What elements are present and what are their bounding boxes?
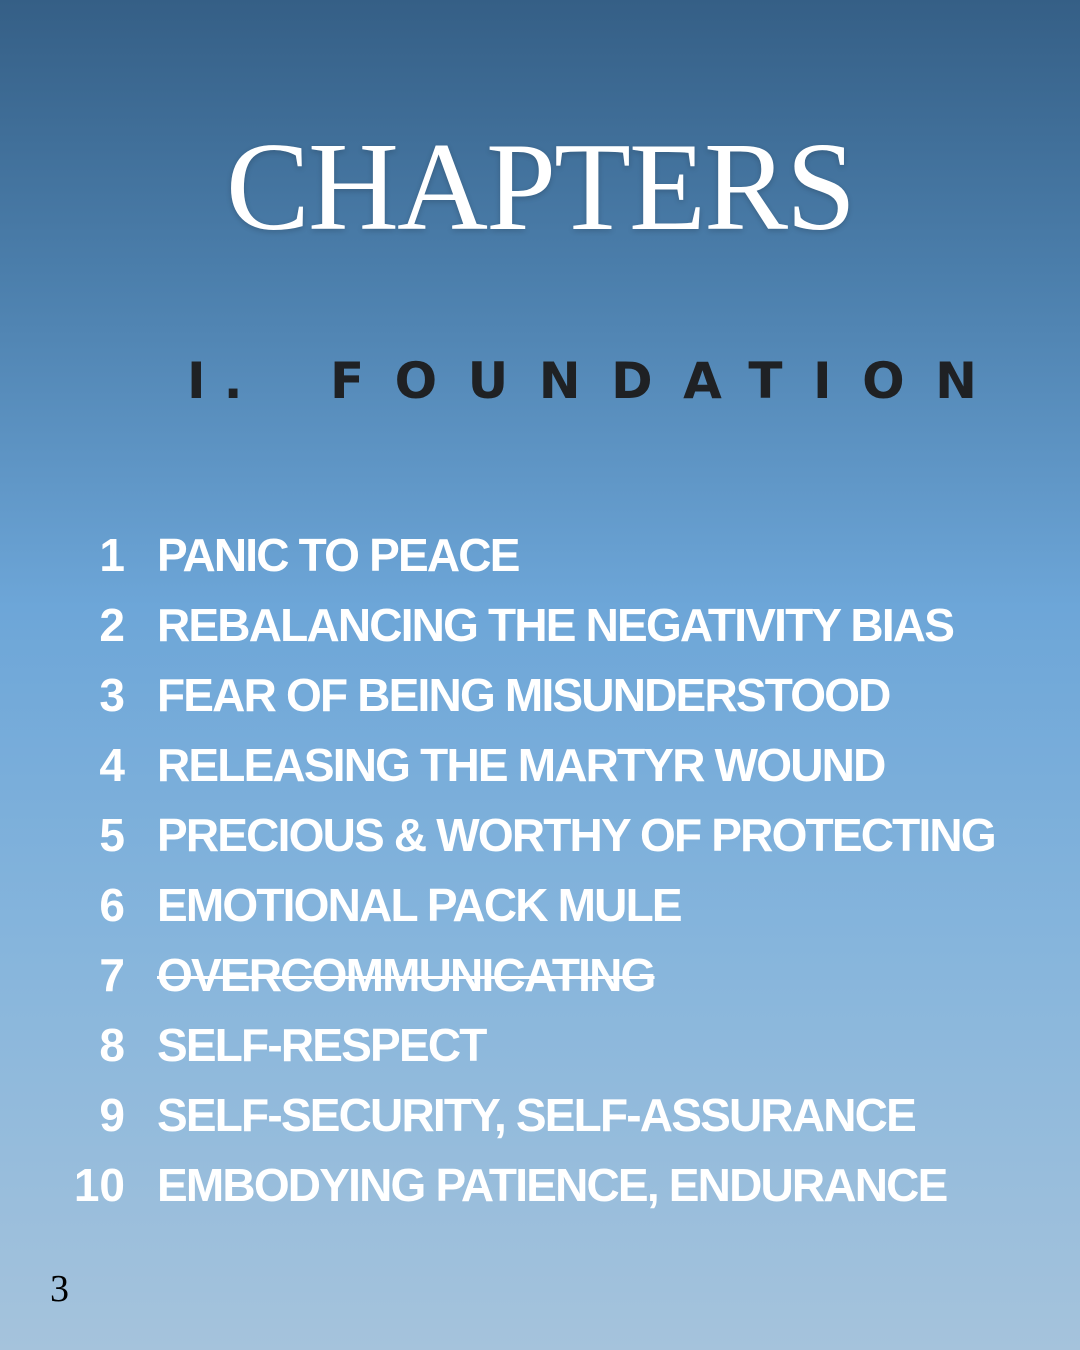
chapter-item <box>0 520 1080 590</box>
chapter-title: OVERCOMMUNICATING <box>157 949 655 1001</box>
chapter-title: EMBODYING PATIENCE, ENDURANCE <box>157 1159 947 1211</box>
chapter-item <box>0 870 1080 940</box>
chapter-number: 5 <box>99 809 125 861</box>
section-heading <box>0 346 1080 416</box>
chapter-number: 9 <box>99 1089 125 1141</box>
chapter-number: 4 <box>99 739 125 791</box>
chapter-number: 6 <box>99 879 125 931</box>
chapter-title: SELF-RESPECT <box>157 1019 486 1071</box>
chapter-number: 10 <box>73 1159 125 1211</box>
section-name: FOUNDATION <box>330 352 1008 410</box>
chapter-list <box>0 520 1080 1220</box>
chapter-item <box>0 1150 1080 1220</box>
chapter-number: 3 <box>99 669 125 721</box>
chapter-item <box>0 590 1080 660</box>
chapter-title: REBALANCING THE NEGATIVITY BIAS <box>157 599 954 651</box>
chapter-number: 1 <box>99 529 125 581</box>
section-numeral: I. <box>187 352 261 410</box>
chapter-title: SELF-SECURITY, SELF-ASSURANCE <box>157 1089 915 1141</box>
chapter-title: RELEASING THE MARTYR WOUND <box>157 739 885 791</box>
chapter-item <box>0 800 1080 870</box>
page-number: 3 <box>50 1268 69 1310</box>
chapter-number: 8 <box>99 1019 125 1071</box>
chapter-item <box>0 940 1080 1010</box>
chapter-title: EMOTIONAL PACK MULE <box>157 879 681 931</box>
chapter-item <box>0 660 1080 730</box>
chapter-title: PANIC TO PEACE <box>157 529 519 581</box>
chapter-number: 2 <box>99 599 125 651</box>
page-title: CHAPTERS <box>225 118 855 257</box>
chapter-title: FEAR OF BEING MISUNDERSTOOD <box>157 669 890 721</box>
chapter-number: 7 <box>99 949 125 1001</box>
chapter-item <box>0 1010 1080 1080</box>
chapter-item <box>0 1080 1080 1150</box>
chapter-title: PRECIOUS & WORTHY OF PROTECTING <box>157 809 995 861</box>
chapter-item <box>0 730 1080 800</box>
